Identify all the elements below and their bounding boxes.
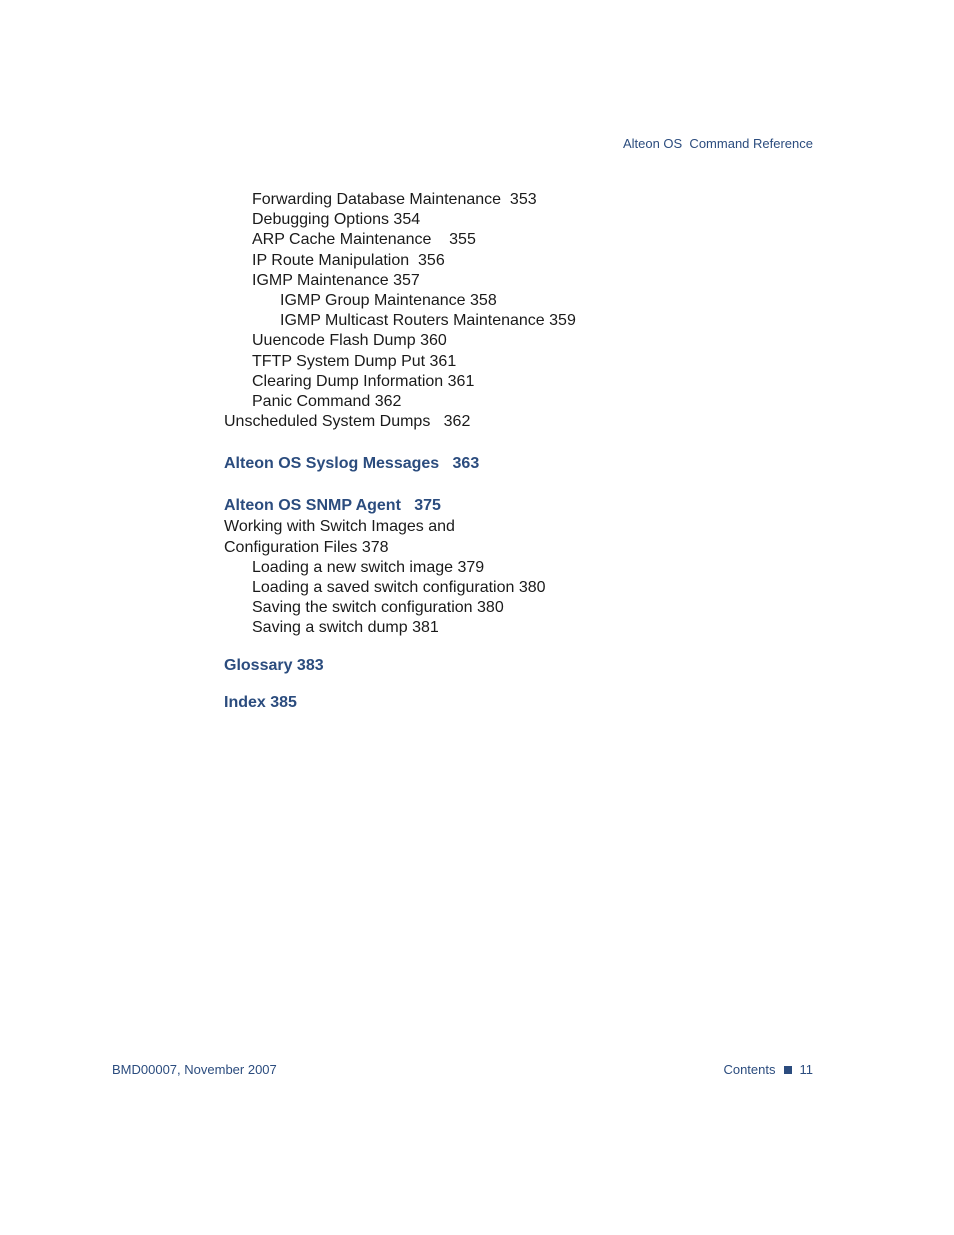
toc-entry[interactable]: IGMP Group Maintenance 358 <box>280 292 497 310</box>
footer-doc-id: BMD00007, November 2007 <box>112 1062 277 1077</box>
toc-chapter-glossary[interactable]: Glossary 383 <box>224 656 324 674</box>
toc-entry[interactable]: Loading a saved switch configuration 380 <box>252 579 546 597</box>
toc-group-snmp <box>224 517 824 638</box>
square-icon <box>784 1066 792 1074</box>
running-header: Alteon OS Command Reference <box>622 136 813 151</box>
toc-entry[interactable]: Configuration Files 378 <box>224 538 389 556</box>
toc-entry[interactable]: Panic Command 362 <box>252 393 402 411</box>
page-number: 11 <box>799 1062 813 1077</box>
toc-entry[interactable]: Clearing Dump Information 361 <box>252 372 475 390</box>
toc-entry[interactable]: ARP Cache Maintenance 355 <box>252 231 476 249</box>
toc-entry[interactable]: Saving a switch dump 381 <box>252 619 439 637</box>
toc-entry[interactable]: IGMP Maintenance 357 <box>252 271 420 289</box>
toc-entry[interactable]: Loading a new switch image 379 <box>252 558 485 576</box>
toc-entry[interactable]: Uuencode Flash Dump 360 <box>252 332 447 350</box>
toc-entry[interactable]: Forwarding Database Maintenance 353 <box>252 191 537 208</box>
toc-entry[interactable]: Unscheduled System Dumps 362 <box>224 413 471 431</box>
toc-entry[interactable]: Saving the switch configuration 380 <box>252 599 504 617</box>
footer-section: Contents <box>723 1062 776 1077</box>
footer-page-info <box>723 1062 813 1077</box>
toc-entry[interactable]: Debugging Options 354 <box>252 211 421 229</box>
table-of-contents <box>224 190 824 713</box>
toc-entry[interactable]: TFTP System Dump Put 361 <box>252 352 457 370</box>
toc-group-maintenance <box>224 190 824 432</box>
toc-entry[interactable]: IGMP Multicast Routers Maintenance 359 <box>280 312 576 330</box>
toc-entry[interactable]: Working with Switch Images and <box>224 518 455 536</box>
toc-chapter-snmp[interactable]: Alteon OS SNMP Agent 375 <box>224 497 441 515</box>
toc-chapter-syslog[interactable]: Alteon OS Syslog Messages 363 <box>224 455 480 473</box>
toc-chapter-index[interactable]: Index 385 <box>224 693 297 711</box>
toc-entry[interactable]: IP Route Manipulation 356 <box>252 251 445 269</box>
